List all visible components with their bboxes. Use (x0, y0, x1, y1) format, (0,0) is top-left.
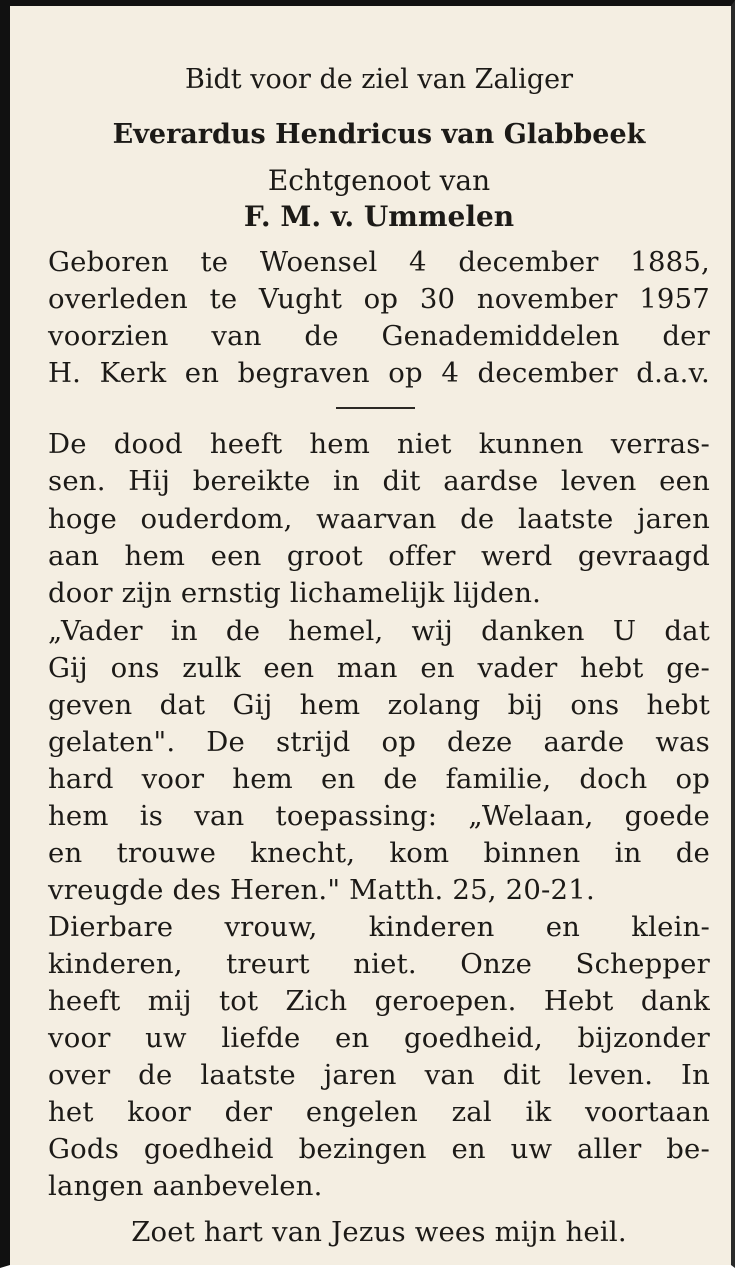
body-line: het koor der engelen zal ik voortaan (48, 1096, 710, 1128)
body-line: vreugde des Heren." Matth. 25, 20-21. (48, 874, 595, 906)
body-line: hoge ouderdom, waarvan de laatste jaren (48, 503, 710, 535)
body-line: kinderen, treurt niet. Onze Schepper (48, 948, 710, 980)
body-line: „Vader in de hemel, wij danken U dat (48, 615, 710, 647)
biography-line: overleden te Vught op 30 november 1957 (48, 283, 710, 315)
body-line: gelaten". De strijd op deze aarde was (48, 726, 710, 758)
body-line: langen aanbevelen. (48, 1170, 323, 1202)
spouse-name: F. M. v. Ummelen (243, 200, 515, 233)
body-line: Gods goedheid bezingen en uw aller be- (48, 1133, 710, 1165)
body-line: hem is van toepassing: „Welaan, goede (48, 800, 710, 832)
biography-line: H. Kerk en begraven op 4 december d.a.v. (48, 357, 710, 389)
prayer-heading: Bidt voor de ziel van Zaliger (185, 64, 573, 95)
body-line: over de laatste jaren van dit leven. In (48, 1059, 710, 1091)
section-divider (336, 407, 415, 409)
biography-line: voorzien van de Genademiddelen der (48, 320, 710, 352)
biography-line: Geboren te Woensel 4 december 1885, (48, 246, 710, 278)
body-line: door zijn ernstig lichamelijk lijden. (48, 577, 542, 609)
body-line: hard voor hem en de familie, doch op (48, 763, 710, 795)
body-line: voor uw liefde en goedheid, bijzonder (48, 1022, 710, 1054)
body-line: sen. Hij bereikte in dit aardse leven een (48, 465, 710, 497)
body-line: aan hem een groot offer werd gevraagd (48, 540, 710, 572)
body-line: Gij ons zulk een man en vader hebt ge- (48, 652, 710, 684)
body-line: Dierbare vrouw, kinderen en klein- (48, 911, 710, 943)
body-line: heeft mij tot Zich geroepen. Hebt dank (48, 985, 710, 1017)
deceased-name: Everardus Hendricus van Glabbeek (112, 119, 646, 150)
body-line: en trouwe knecht, kom binnen in de (48, 837, 710, 869)
memorial-card-text (10, 6, 731, 1265)
spouse-label: Echtgenoot van (267, 164, 491, 197)
body-line: De dood heeft hem niet kunnen verras- (48, 428, 710, 460)
closing-prayer: Zoet hart van Jezus wees mijn heil. (131, 1216, 627, 1248)
body-line: geven dat Gij hem zolang bij ons hebt (48, 689, 710, 721)
